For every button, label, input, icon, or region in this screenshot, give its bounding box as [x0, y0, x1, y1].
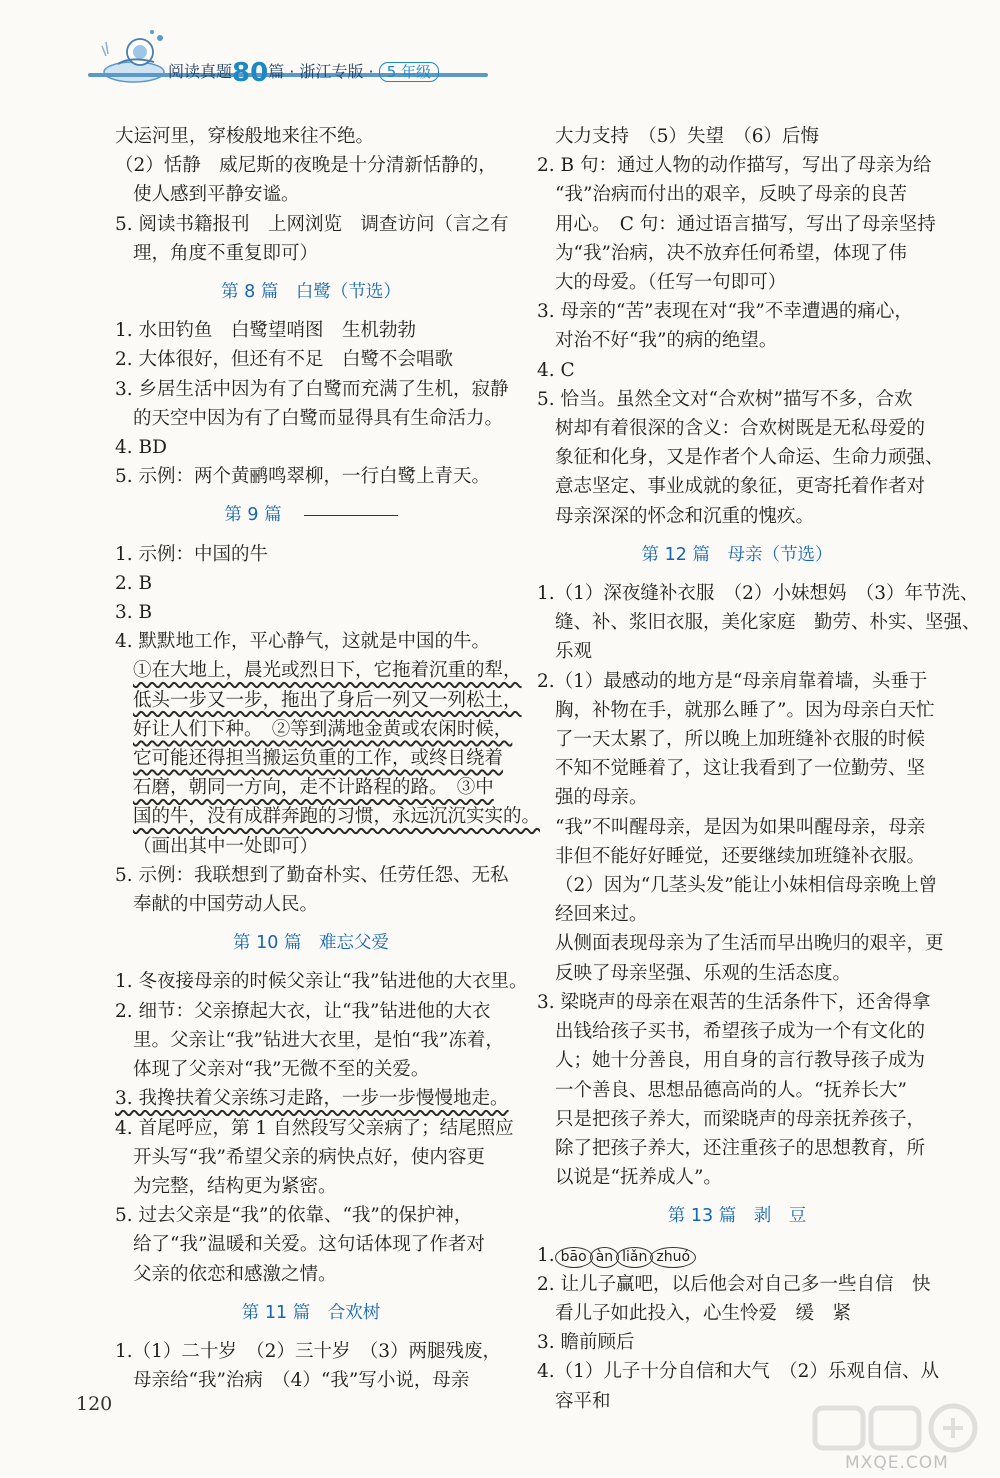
title-suffix: 篇 · 浙江专版 ·: [268, 62, 374, 81]
book-title: [168, 58, 439, 88]
answer-line: [115, 1172, 507, 1201]
answer-line-underlined: [115, 1084, 507, 1113]
answer-text: 5. 阅读书籍报刊 上网浏览 调查访问（言之有: [115, 213, 509, 235]
section-heading-text: 第 12 篇 母亲（节选）: [641, 544, 833, 565]
answer-text: 5. 过去父亲是“我”的依靠、“我”的保护神，: [115, 1205, 473, 1227]
answer-text: 2.（1）最感动的地方是“母亲肩靠着墙，头垂于: [537, 670, 928, 692]
answer-line: [537, 783, 937, 812]
pinyin-oval: àn: [590, 1247, 619, 1268]
answer-line: [537, 608, 981, 637]
answer-text: 给了“我”温暖和关爱。这句话体现了作者对: [133, 1234, 485, 1256]
answer-line: [537, 239, 937, 268]
answer-text: 为完整，结构更为紧密。: [133, 1175, 337, 1197]
answer-text: 对治不好“我”的病的绝望。: [555, 330, 778, 352]
answer-line: [115, 598, 507, 627]
answer-line: [115, 569, 507, 598]
answer-text: 国的牛，没有成群奔跑的习惯，永远沉沉实实的。: [133, 806, 541, 828]
answer-text: 非但不能好好睡觉，还要继续加班缝补衣服。: [555, 845, 926, 867]
answer-line: [537, 900, 937, 929]
answer-line: [537, 1134, 937, 1163]
answer-text: 以说是“抚养成人”。: [555, 1167, 722, 1189]
answer-text: 1. 水田钓鱼 白鹭望哨图 生机勃勃: [115, 320, 417, 342]
answer-text: 3. B: [115, 602, 153, 624]
section-heading-text: 第 13 篇 剥 豆: [667, 1206, 807, 1227]
answer-line: [537, 1241, 937, 1270]
answer-line: [537, 1328, 937, 1357]
answer-text: 2. B: [115, 572, 153, 594]
answer-line-underlined: [115, 744, 507, 773]
left-column: [115, 122, 541, 1395]
answer-text: 石磨，朝同一方向，走不计路程的路。 ③中: [133, 777, 494, 799]
answer-line-underlined: [115, 686, 522, 715]
section-heading-text: 第 9 篇: [224, 505, 282, 526]
answer-text: 3. 乡居生活中因为有了白鹭而充满了生机，寂静: [115, 378, 509, 400]
answer-text: 3. 瞻前顾后: [537, 1332, 635, 1354]
answer-line: [537, 871, 937, 900]
answer-line: [537, 637, 937, 666]
answer-line: [537, 959, 937, 988]
answer-text: 缝、补、浆旧衣服，美化家庭 勤劳、朴实、坚强、: [555, 612, 981, 634]
answer-text: 大的母爱。（任写一句即可）: [555, 272, 787, 294]
answer-line: [537, 1046, 937, 1075]
answer-line: [537, 696, 937, 725]
answer-line: [537, 385, 937, 414]
answer-line: [537, 725, 937, 754]
answer-text: 1.（1）深夜缝补衣服 （2）小妹想妈 （3）年节洗、: [537, 583, 979, 605]
answer-text: 强的母亲。: [555, 787, 648, 809]
answer-text: 1. 示例：中国的牛: [115, 543, 269, 565]
answer-text: 母亲深深的怀念和沉重的愧疚。: [555, 505, 815, 527]
answer-line: [537, 502, 937, 531]
answer-text: 2. B 句：通过人物的动作描写，写出了母亲为给: [537, 155, 932, 177]
answer-number: 1.: [537, 1244, 555, 1266]
answer-line: [115, 375, 507, 404]
answer-line: [115, 404, 507, 433]
answer-text: 2. 让儿子赢吧，以后他会对自己多一些自信 快: [537, 1273, 931, 1295]
answer-text: 胸，补物在手，就那么睡了”。因为母亲白天忙: [555, 699, 935, 721]
answer-line: [537, 1076, 937, 1105]
answer-line: [537, 1270, 937, 1299]
answer-text: （2）因为“几茎头发”能让小妹相信母亲晚上曾: [555, 875, 938, 897]
running-header: [88, 26, 508, 96]
answer-text: 5. 示例：两个黄鹂鸣翠柳，一行白鹭上青天。: [115, 466, 491, 488]
answer-text: 除了把孩子养大，还注重孩子的思想教育，所: [555, 1137, 926, 1159]
answer-line: [115, 540, 507, 569]
answer-text: 看儿子如此投入，心生怜爱 缓 紧: [555, 1302, 852, 1324]
watermark-text: MXQE.COM: [845, 1453, 949, 1473]
answer-line: [115, 627, 507, 656]
answer-text: 容平和: [555, 1390, 611, 1412]
answer-text: 4. 默默地工作，平心静气，这就是中国的牛。: [115, 631, 491, 653]
section-heading: [537, 541, 937, 570]
answer-line: [537, 929, 944, 958]
answer-line: [537, 356, 937, 385]
answer-line: [115, 967, 528, 996]
answer-line: [115, 239, 507, 268]
page-number: 120: [76, 1393, 113, 1415]
answer-text: 只是把孩子养大，而梁晓声的母亲抚养孩子，: [555, 1108, 926, 1130]
answer-text: “我”治病而付出的艰辛，反映了母亲的良苦: [555, 184, 907, 206]
answer-text: 经回来过。: [555, 904, 648, 926]
answer-text: 开头写“我”希望父亲的病快点好，使内容更: [133, 1146, 485, 1168]
answer-text: 不知不觉睡着了，这让我看到了一位勤劳、坚: [555, 758, 926, 780]
answer-text: 3. 母亲的“苦”表现在对“我”不幸遭遇的痛心，: [537, 301, 913, 323]
answer-line: [115, 122, 507, 151]
answer-text: 出钱给孩子买书，希望孩子成为一个有文化的: [555, 1021, 926, 1043]
answer-line: [537, 443, 944, 472]
answer-text: 2. 大体很好，但还有不足 白鹭不会唱歌: [115, 349, 454, 371]
answer-text: 了一天太累了，所以晚上加班缝补衣服的时候: [555, 729, 926, 751]
section-heading-text: 第 10 篇 难忘父爱: [233, 933, 389, 954]
answer-line: [115, 1026, 507, 1055]
section-heading: [115, 278, 507, 307]
answer-text: 4. BD: [115, 437, 167, 459]
answer-line: [115, 433, 507, 462]
answer-text: （画出其中一处即可）: [133, 835, 319, 857]
answer-text: 的天空中因为有了白鹭而显得具有生命活力。: [133, 407, 504, 429]
answer-text: （2）恬静 威尼斯的夜晚是十分清新恬静的，: [115, 155, 497, 177]
answer-line: [115, 345, 507, 374]
answer-line: [115, 1230, 507, 1259]
answer-text: 低头一步又一步，拖出了身后一列又一列松土，: [133, 689, 522, 711]
answer-line: [537, 326, 937, 355]
answer-line: [537, 813, 937, 842]
answer-text: 象征和化身，又是作者个人命运、生命力顽强、: [555, 447, 944, 469]
answer-line: [537, 579, 979, 608]
answer-line: [115, 1366, 507, 1395]
answer-text: 好让人们下种。 ②等到满地金黄或农闲时候，: [133, 718, 513, 740]
answer-line: [115, 1201, 507, 1230]
answer-line: [537, 1357, 937, 1386]
answer-text: 大运河里，穿梭般地来往不绝。: [115, 126, 375, 147]
answer-text: 3. 我搀扶着父亲练习走路，一步一步慢慢地走。: [115, 1088, 509, 1110]
answer-line-underlined: [115, 802, 541, 831]
answer-text: 树却有着很深的含义：合欢树既是无私母爱的: [555, 418, 926, 440]
answer-text: 1. 冬夜接母亲的时候父亲让“我”钻进他的大衣里。: [115, 971, 528, 993]
answer-line: [115, 180, 507, 209]
answer-text: 大力支持 （5）失望 （6）后悔: [555, 126, 820, 147]
pinyin-oval: liǎn: [616, 1247, 653, 1268]
answer-line: [115, 151, 507, 180]
answer-text: 用心。 C 句：通过语言描写，写出了母亲坚持: [555, 213, 936, 235]
pinyin-oval: zhuó: [650, 1247, 696, 1268]
answer-line: [115, 861, 507, 890]
answer-text: 意志坚定、事业成就的象征，更寄托着作者对: [555, 476, 926, 498]
answer-line: [537, 180, 937, 209]
answer-text: 4. 首尾呼应，第 1 自然段写父亲病了；结尾照应: [115, 1117, 514, 1139]
answer-text: 4.（1）儿子十分自信和大气 （2）乐观自信、从: [537, 1361, 939, 1383]
grade-badge: 5 年级: [379, 62, 439, 82]
answer-line: [537, 210, 937, 239]
answer-text: 5. 示例：我联想到了勤奋朴实、任劳任怨、无私: [115, 864, 509, 886]
answer-line-underlined: [115, 715, 513, 744]
answer-line: [115, 1337, 507, 1366]
astronaut-logo-icon: [100, 26, 170, 96]
answer-line: [115, 1260, 507, 1289]
answer-text: 乐观: [555, 641, 593, 663]
answer-line: [115, 1114, 514, 1143]
answer-text: 3. 梁晓声的母亲在艰苦的生活条件下，还舍得拿: [537, 991, 931, 1013]
section-heading: [115, 929, 507, 958]
answer-line: [537, 1105, 937, 1134]
answer-line: [537, 1017, 937, 1046]
answer-line: [537, 667, 937, 696]
answer-text: “我”不叫醒母亲，是因为如果叫醒母亲，母亲: [555, 816, 926, 838]
answer-line-underlined: [115, 656, 522, 685]
answer-text: 一个善良、思想品德高尚的人。“抚养长大”: [555, 1079, 907, 1101]
answer-line: [537, 842, 937, 871]
answer-text: 父亲的依恋和感激之情。: [133, 1263, 337, 1285]
answer-text: 母亲给“我”治病 （4）“我”写小说，母亲: [133, 1370, 470, 1392]
answer-line: [115, 1055, 507, 1084]
answer-line: [537, 988, 937, 1017]
answer-line: [115, 462, 507, 491]
answer-line: [115, 316, 507, 345]
title-number: 80: [232, 58, 269, 88]
section-heading-text: 第 8 篇 白鹭（节选）: [221, 282, 401, 303]
answer-text: 理，角度不重复即可）: [133, 242, 319, 264]
answer-line: [537, 754, 937, 783]
answer-line: [537, 1299, 937, 1328]
answer-text: 1.（1）二十岁 （2）三十岁 （3）两腿残废，: [115, 1340, 501, 1362]
section-heading: [115, 1299, 507, 1328]
answer-text: 它可能还得担当搬运负重的工作，或终日绕着: [133, 748, 504, 770]
answer-text: 从侧面表现母亲为了生活而早出晚归的艰辛，更: [555, 933, 944, 955]
pinyin-oval: bāo: [555, 1247, 593, 1268]
section-heading: [115, 501, 507, 530]
answer-text: 使人感到平静安谧。: [133, 184, 300, 206]
answer-line: [115, 997, 507, 1026]
answer-text: 2. 细节：父亲撩起大衣，让“我”钻进他的大衣: [115, 1000, 491, 1022]
answer-line: [537, 151, 937, 180]
answer-text: 4. C: [537, 359, 575, 381]
title-prefix: 阅读真题: [168, 62, 233, 81]
answer-line: [537, 1163, 937, 1192]
right-column: [537, 122, 981, 1416]
answer-line: [115, 832, 507, 861]
answer-line: [537, 268, 937, 297]
answer-text: 为“我”治病，决不放弃任何希望，体现了伟: [555, 242, 907, 264]
answer-text: ①在大地上，晨光或烈日下，它拖着沉重的犁，: [133, 660, 522, 682]
section-heading-text: 第 11 篇 合欢树: [241, 1302, 381, 1323]
answer-text: 人；她十分善良，用自身的言行教导孩子成为: [555, 1050, 926, 1072]
answer-text: 奉献的中国劳动人民。: [133, 894, 319, 916]
answer-line: [537, 297, 937, 326]
answer-text: 5. 恰当。虽然全文对“合欢树”描写不多，合欢: [537, 388, 913, 410]
answer-line-underlined: [115, 773, 507, 802]
answer-line: [537, 472, 937, 501]
answer-line: [115, 1143, 507, 1172]
answer-text: 里。父亲让“我”钻进大衣里，是怕“我”冻着，: [133, 1029, 504, 1051]
answer-line: [537, 122, 937, 151]
section-heading: [537, 1202, 937, 1231]
answer-line: [115, 890, 507, 919]
answer-text: 反映了母亲坚强、乐观的生活态度。: [555, 962, 852, 984]
answer-line: [115, 210, 507, 239]
answer-line: [537, 414, 937, 443]
answer-text: 体现了父亲对“我”无微不至的关爱。: [133, 1059, 430, 1081]
title-blank-line: [304, 515, 398, 516]
